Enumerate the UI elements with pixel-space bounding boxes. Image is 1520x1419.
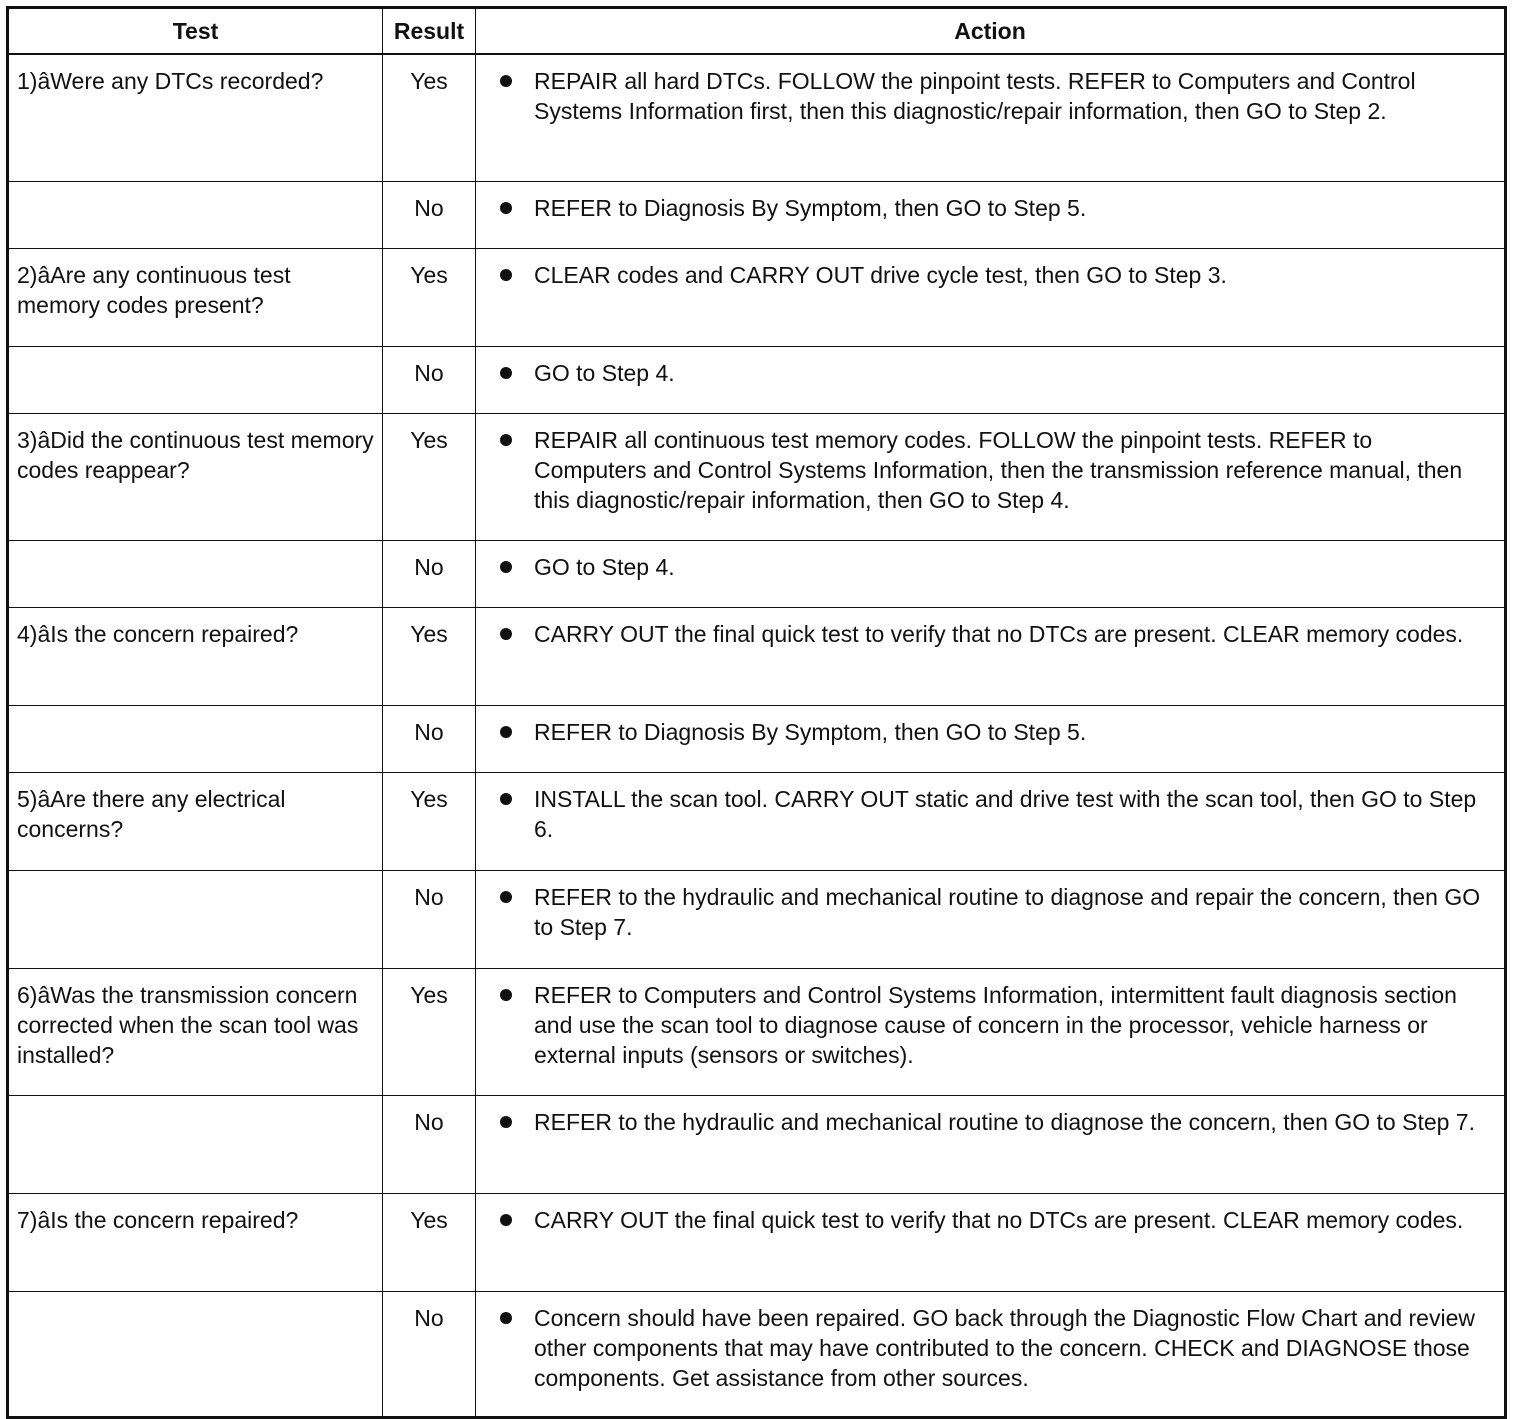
test-question bbox=[8, 871, 383, 969]
result-value: Yes bbox=[383, 969, 476, 1096]
header-result: Result bbox=[383, 8, 476, 55]
result-value: No bbox=[383, 347, 476, 414]
table-row bbox=[8, 969, 1506, 1096]
action-cell bbox=[476, 182, 1506, 249]
action-text: REFER to the hydraulic and mechanical routine to diagnose the concern, then GO to Step 7. bbox=[534, 1109, 1475, 1135]
bullet-icon bbox=[500, 726, 512, 738]
result-value: Yes bbox=[383, 414, 476, 541]
action-text: REFER to Diagnosis By Symptom, then GO to Step 5. bbox=[534, 719, 1087, 745]
action-text: REFER to Diagnosis By Symptom, then GO to Step 5. bbox=[534, 195, 1087, 221]
result-value: No bbox=[383, 541, 476, 608]
bullet-icon bbox=[500, 989, 512, 1001]
action-cell bbox=[476, 969, 1506, 1096]
action-text: GO to Step 4. bbox=[534, 360, 675, 386]
table-row bbox=[8, 608, 1506, 706]
test-question: 1)âWere any DTCs recorded? bbox=[8, 54, 383, 182]
test-question: 4)âIs the concern repaired? bbox=[8, 608, 383, 706]
action-cell bbox=[476, 1292, 1506, 1418]
table-row bbox=[8, 1194, 1506, 1292]
result-value: Yes bbox=[383, 608, 476, 706]
test-question bbox=[8, 1292, 383, 1418]
result-value: No bbox=[383, 1096, 476, 1194]
header-row bbox=[8, 8, 1506, 55]
action-cell bbox=[476, 54, 1506, 182]
bullet-icon bbox=[500, 891, 512, 903]
action-text: Concern should have been repaired. GO back through the Diagnostic Flow Chart and review other components that may have contributed to the concern. CHECK and DIAGNOSE those components. Get assistance from other sources. bbox=[534, 1305, 1475, 1391]
result-value: No bbox=[383, 871, 476, 969]
bullet-icon bbox=[500, 628, 512, 640]
result-value: No bbox=[383, 182, 476, 249]
test-question bbox=[8, 182, 383, 249]
test-question: 2)âAre any continuous test memory codes present? bbox=[8, 249, 383, 347]
action-cell bbox=[476, 871, 1506, 969]
action-text: REFER to Computers and Control Systems Information, intermittent fault diagnosis section and use the scan tool to diagnose cause of concern in the processor, vehicle harness or external inputs (sensors or switches). bbox=[534, 982, 1457, 1068]
action-cell bbox=[476, 249, 1506, 347]
bullet-icon bbox=[500, 202, 512, 214]
action-cell bbox=[476, 1194, 1506, 1292]
action-cell bbox=[476, 608, 1506, 706]
test-question bbox=[8, 1096, 383, 1194]
table-row bbox=[8, 773, 1506, 871]
diagnostic-table bbox=[6, 6, 1507, 1419]
bullet-icon bbox=[500, 1214, 512, 1226]
result-value: No bbox=[383, 1292, 476, 1418]
bullet-icon bbox=[500, 1312, 512, 1324]
action-cell bbox=[476, 773, 1506, 871]
test-question: 6)âWas the transmission concern corrected when the scan tool was installed? bbox=[8, 969, 383, 1096]
action-text: REFER to the hydraulic and mechanical routine to diagnose and repair the concern, then GO to Step 7. bbox=[534, 884, 1481, 940]
action-cell bbox=[476, 414, 1506, 541]
bullet-icon bbox=[500, 434, 512, 446]
table-row bbox=[8, 706, 1506, 773]
table-row bbox=[8, 541, 1506, 608]
action-text: CARRY OUT the final quick test to verify that no DTCs are present. CLEAR memory codes. bbox=[534, 621, 1464, 647]
header-action: Action bbox=[476, 8, 1506, 55]
action-text: GO to Step 4. bbox=[534, 554, 675, 580]
action-text: CLEAR codes and CARRY OUT drive cycle test, then GO to Step 3. bbox=[534, 262, 1227, 288]
result-value: Yes bbox=[383, 773, 476, 871]
table-row bbox=[8, 249, 1506, 347]
bullet-icon bbox=[500, 1116, 512, 1128]
bullet-icon bbox=[500, 561, 512, 573]
result-value: No bbox=[383, 706, 476, 773]
test-question: 7)âIs the concern repaired? bbox=[8, 1194, 383, 1292]
bullet-icon bbox=[500, 367, 512, 379]
bullet-icon bbox=[500, 269, 512, 281]
bullet-icon bbox=[500, 793, 512, 805]
bullet-icon bbox=[500, 75, 512, 87]
result-value: Yes bbox=[383, 1194, 476, 1292]
test-question bbox=[8, 706, 383, 773]
table-row bbox=[8, 182, 1506, 249]
table-row bbox=[8, 54, 1506, 182]
action-cell bbox=[476, 1096, 1506, 1194]
result-value: Yes bbox=[383, 249, 476, 347]
action-text: REPAIR all hard DTCs. FOLLOW the pinpoint tests. REFER to Computers and Control Systems Information first, then this diagnostic/repair information, then GO to Step 2. bbox=[534, 68, 1416, 124]
table-row bbox=[8, 347, 1506, 414]
test-question bbox=[8, 541, 383, 608]
table-row bbox=[8, 414, 1506, 541]
action-cell bbox=[476, 541, 1506, 608]
table-row bbox=[8, 1292, 1506, 1418]
test-question bbox=[8, 347, 383, 414]
action-cell bbox=[476, 706, 1506, 773]
action-cell bbox=[476, 347, 1506, 414]
table-row bbox=[8, 1096, 1506, 1194]
action-text: REPAIR all continuous test memory codes. FOLLOW the pinpoint tests. REFER to Computers and Control Systems Information, then the transmission reference manual, then this diagnostic/repair information, then GO to Step 4. bbox=[534, 427, 1463, 513]
action-text: INSTALL the scan tool. CARRY OUT static and drive test with the scan tool, then GO to Step 6. bbox=[534, 786, 1477, 842]
action-text: CARRY OUT the final quick test to verify that no DTCs are present. CLEAR memory codes. bbox=[534, 1207, 1464, 1233]
header-test: Test bbox=[8, 8, 383, 55]
test-question: 5)âAre there any electrical concerns? bbox=[8, 773, 383, 871]
test-question: 3)âDid the continuous test memory codes reappear? bbox=[8, 414, 383, 541]
result-value: Yes bbox=[383, 54, 476, 182]
table-row bbox=[8, 871, 1506, 969]
